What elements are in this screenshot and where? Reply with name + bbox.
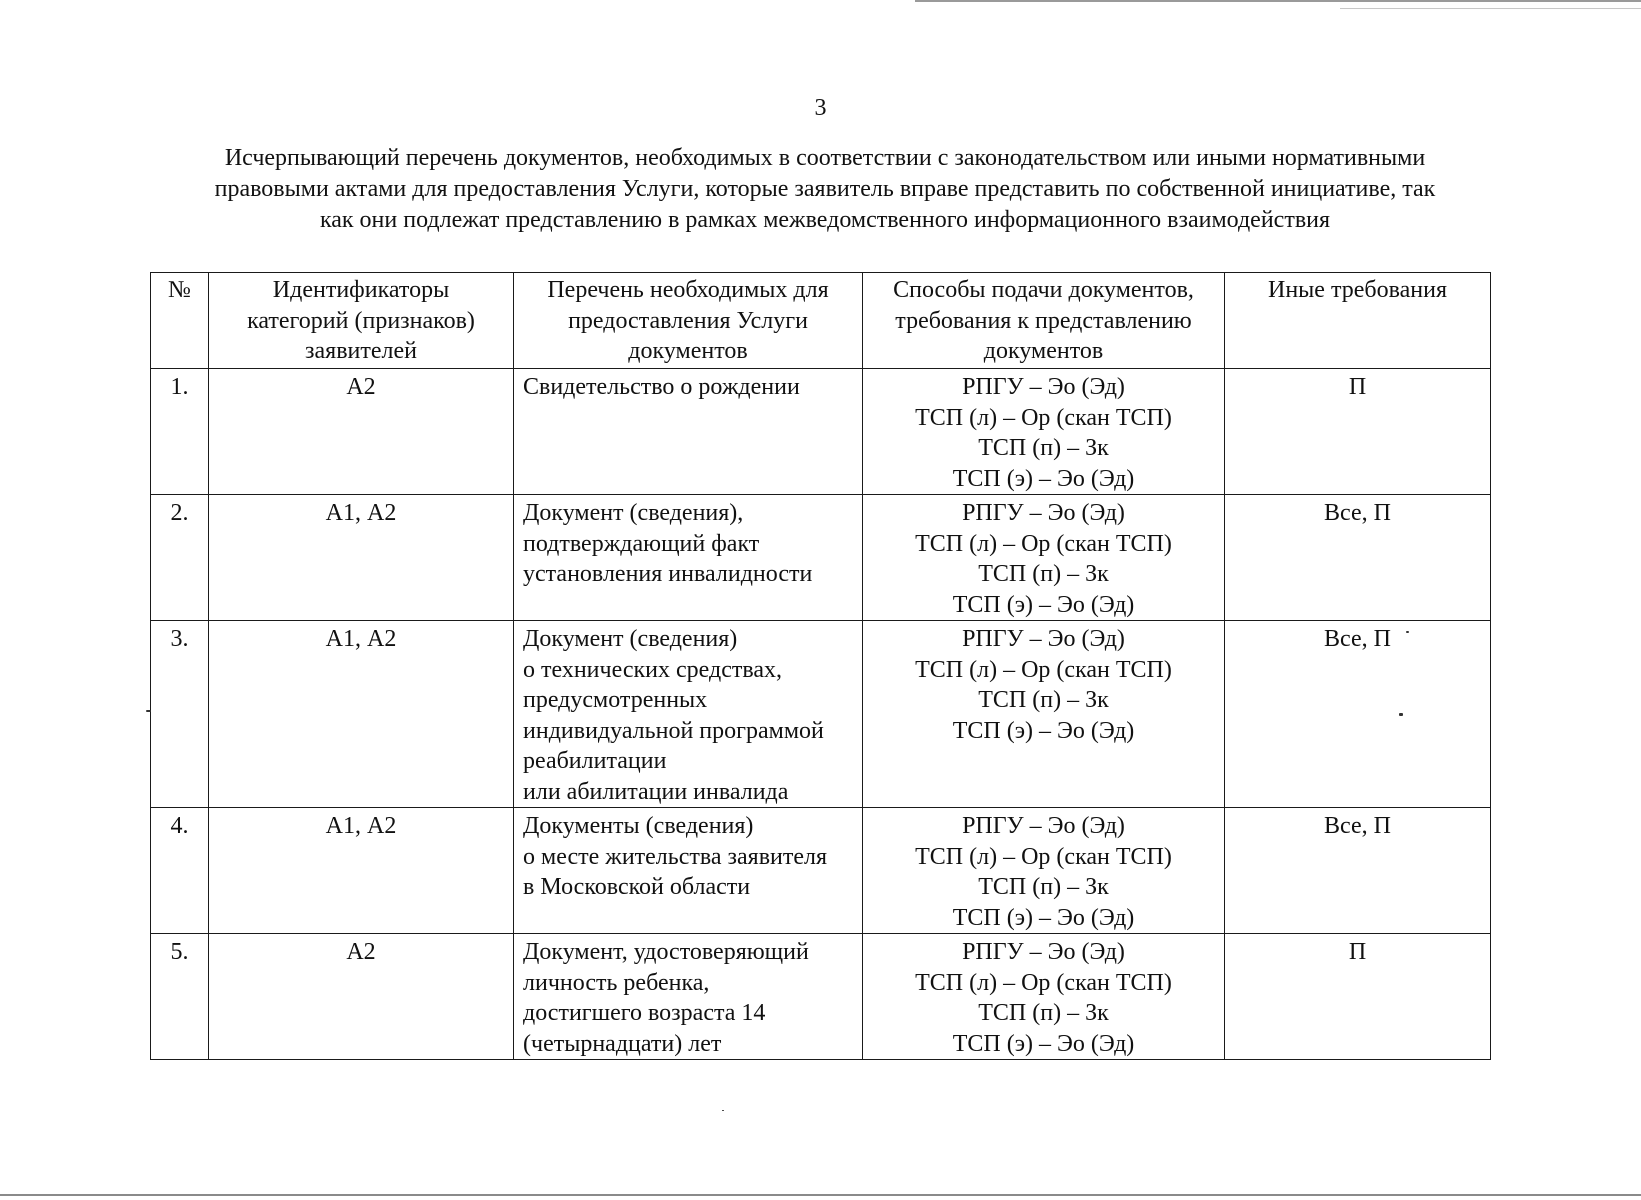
page-number: 3 xyxy=(814,95,827,121)
cell-submission-methods: РПГУ – Эо (Эд) ТСП (л) – Ор (скан ТСП) ТСП (п) – Зк ТСП (э) – Эо (Эд) xyxy=(863,934,1225,1060)
scan-edge-line-top-secondary xyxy=(1340,8,1641,9)
cell-document: Документ, удостоверяющий личность ребенка, достигшего возраста 14 (четырнадцати) лет xyxy=(514,934,863,1060)
header-other-requirements: Иные требования xyxy=(1225,273,1491,369)
cell-number: 4. xyxy=(151,808,209,934)
header-number: № xyxy=(151,273,209,369)
cell-document: Документ (сведения) о технических средствах, предусмотренных индивидуальной программой реабилитации или абилитации инвалида xyxy=(514,621,863,808)
scan-speck xyxy=(722,1110,724,1111)
scan-speck xyxy=(146,710,151,712)
title-line: как они подлежат представлению в рамках межведомственного информационного взаимодействия xyxy=(319,207,1331,233)
scan-speck xyxy=(1406,631,1409,633)
cell-other-requirements: Все, П xyxy=(1225,495,1491,621)
header-submission-methods: Способы подачи документов, требования к представлению документов xyxy=(863,273,1225,369)
cell-applicant-ids: А1, А2 xyxy=(209,808,514,934)
scan-edge-line-bottom xyxy=(0,1194,1641,1196)
cell-applicant-ids: А2 xyxy=(209,934,514,1060)
cell-other-requirements: П xyxy=(1225,934,1491,1060)
cell-submission-methods: РПГУ – Эо (Эд) ТСП (л) – Ор (скан ТСП) ТСП (п) – Зк ТСП (э) – Эо (Эд) xyxy=(863,621,1225,808)
cell-number: 1. xyxy=(151,369,209,495)
cell-applicant-ids: А2 xyxy=(209,369,514,495)
table-row xyxy=(151,369,1491,495)
header-documents-list: Перечень необходимых для предоставления Услуги документов xyxy=(514,273,863,369)
cell-submission-methods: РПГУ – Эо (Эд) ТСП (л) – Ор (скан ТСП) ТСП (п) – Зк ТСП (э) – Эо (Эд) xyxy=(863,369,1225,495)
cell-submission-methods: РПГУ – Эо (Эд) ТСП (л) – Ор (скан ТСП) ТСП (п) – Зк ТСП (э) – Эо (Эд) xyxy=(863,808,1225,934)
scan-speck xyxy=(1399,713,1403,716)
table-row xyxy=(151,934,1491,1060)
scan-edge-line-top xyxy=(915,0,1641,2)
cell-submission-methods: РПГУ – Эо (Эд) ТСП (л) – Ор (скан ТСП) ТСП (п) – Зк ТСП (э) – Эо (Эд) xyxy=(863,495,1225,621)
title-line: Исчерпывающий перечень документов, необходимых в соответствии с законодательством или иными нормативными xyxy=(224,145,1426,171)
cell-document: Свидетельство о рождении xyxy=(514,369,863,495)
table-row xyxy=(151,621,1491,808)
cell-applicant-ids: А1, А2 xyxy=(209,495,514,621)
table-row xyxy=(151,808,1491,934)
cell-applicant-ids: А1, А2 xyxy=(209,621,514,808)
cell-other-requirements: П xyxy=(1225,369,1491,495)
cell-other-requirements: Все, П xyxy=(1225,808,1491,934)
documents-table xyxy=(150,272,1491,1060)
cell-number: 5. xyxy=(151,934,209,1060)
document-title xyxy=(150,143,1500,236)
cell-document: Документы (сведения) о месте жительства заявителя в Московской области xyxy=(514,808,863,934)
cell-document: Документ (сведения), подтверждающий факт установления инвалидности xyxy=(514,495,863,621)
table-row xyxy=(151,495,1491,621)
cell-number: 2. xyxy=(151,495,209,621)
table-header-row xyxy=(151,273,1491,369)
cell-number: 3. xyxy=(151,621,209,808)
header-applicant-ids: Идентификаторы категорий (признаков) заявителей xyxy=(209,273,514,369)
cell-other-requirements: Все, П xyxy=(1225,621,1491,808)
title-line: правовыми актами для предоставления Услуги, которые заявитель вправе представить по собственной инициативе, так xyxy=(214,176,1436,202)
